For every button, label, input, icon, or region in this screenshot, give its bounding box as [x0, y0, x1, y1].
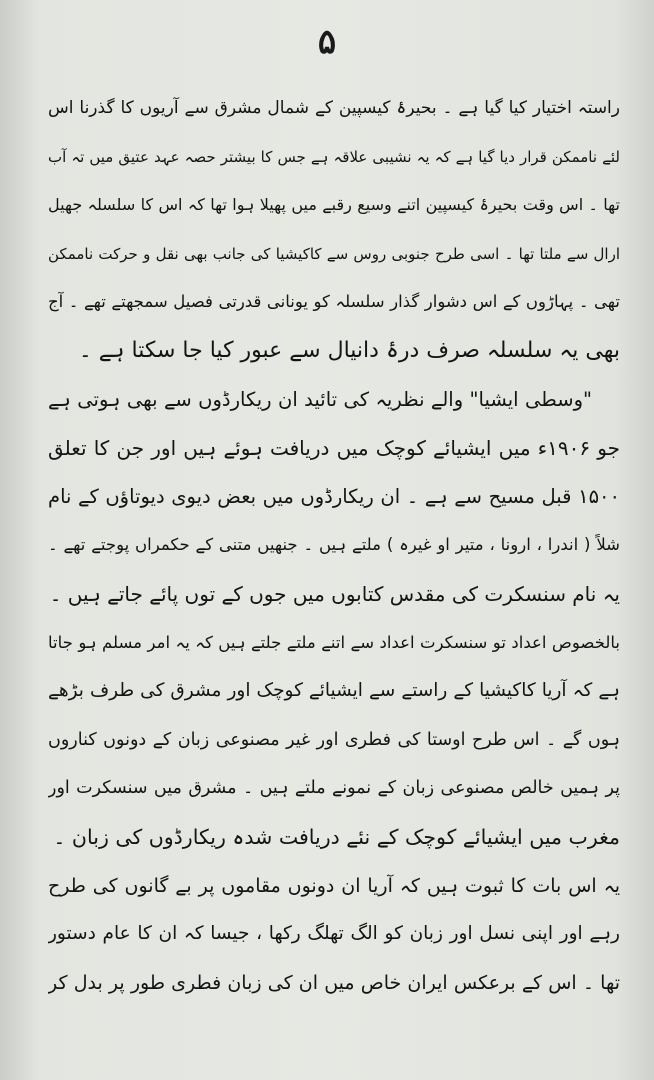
text-line: تھی ۔ پہاڑوں کے اس دشوار گذار سلسلہ کو یونانی قدرتی فصیل سمجھتے تھے ۔ آج	[48, 292, 620, 312]
text-line: ۱۵۰۰ قبل مسیح سے ہے ۔ ان ریکارڈوں میں بعض دیوی دیوتاؤں کے نام	[48, 484, 620, 508]
text-line: ارال سے ملتا تھا ۔ اسی طرح جنوبی روس سے کاکیشیا کی جانب بھی نقل و حرکت ناممکن	[48, 244, 620, 263]
text-line: ہوں گے ۔ اس طرح اوستا کی فطری اور غیر مصنوعی زبان کے دونوں کناروں	[48, 729, 620, 750]
text-line: پر ہمیں خالص مصنوعی زبان کے نمونے ملتے ہیں ۔ مشرق میں سنسکرت اور	[48, 778, 620, 799]
text-line: تھا ۔ اس کے برعکس ایران خاص میں ان کی زبان فطری طور پر بدل کر	[48, 971, 620, 994]
text-line: تھا ۔ اس وقت بحیرۂ کیسپین اتنے وسیع رقبے میں پھیلا ہوا تھا کہ اس کا سلسلہ جھیل	[48, 195, 620, 215]
text-line: "وسطی ایشیا" والے نظریہ کی تائید ان ریکارڈوں سے بھی ہوتی ہے	[48, 387, 592, 411]
text-line: شلاً ( اندرا ، ارونا ، متیر او غیرہ ) ملتے ہیں ۔ جنھیں متنی کے حکمراں پوجتے تھے ۔	[48, 535, 620, 555]
text-line: یہ اس بات کا ثبوت ہیں کہ آریا ان دونوں مقاموں پر بے گانوں کی طرح	[48, 874, 620, 897]
text-line: رہے اور اپنی نسل اور زبان کو الگ تھلگ رکھا ، جیسا کہ ان کا عام دستور	[48, 923, 620, 945]
text-line: جو ۱۹۰۶ء میں ایشیائے کوچک میں دریافت ہوئے ہیں اور جن کا تعلق	[48, 436, 620, 461]
text-line: یہ نام سنسکرت کی مقدس کتابوں میں جوں کے توں پائے جاتے ہیں ۔	[49, 581, 620, 606]
page-number: ۵	[317, 22, 337, 62]
text-line: لئے ناممکن قرار دیا گیا ہے کہ یہ نشیبی علاقہ ہے جس کا بیشتر حصہ عہد عتیق میں تہ آب	[48, 147, 620, 166]
text-line: بھی یہ سلسلہ صرف درۂ دانیال سے عبور کیا جا سکتا ہے ۔	[78, 337, 620, 363]
text-line: بالخصوص اعداد تو سنسکرت اعداد سے اتنے ملتے جلتے ہیں کہ یہ امر مسلم ہو جاتا	[48, 632, 620, 652]
text-line: مغرب میں ایشیائے کوچک کے نئے دریافت شدہ ریکارڈوں کی زبان ۔	[53, 824, 620, 849]
text-line: ہے کہ آریا کاکیشیا کے راستے سے ایشیائے کوچک اور مشرق کی طرف بڑھے	[48, 680, 620, 702]
body-text	[48, 84, 620, 1007]
text-line: راستہ اختیار کیا گیا ہے ۔ بحیرۂ کیسپین کے شمال مشرق سے آریوں کا گذرنا اس	[48, 98, 620, 118]
